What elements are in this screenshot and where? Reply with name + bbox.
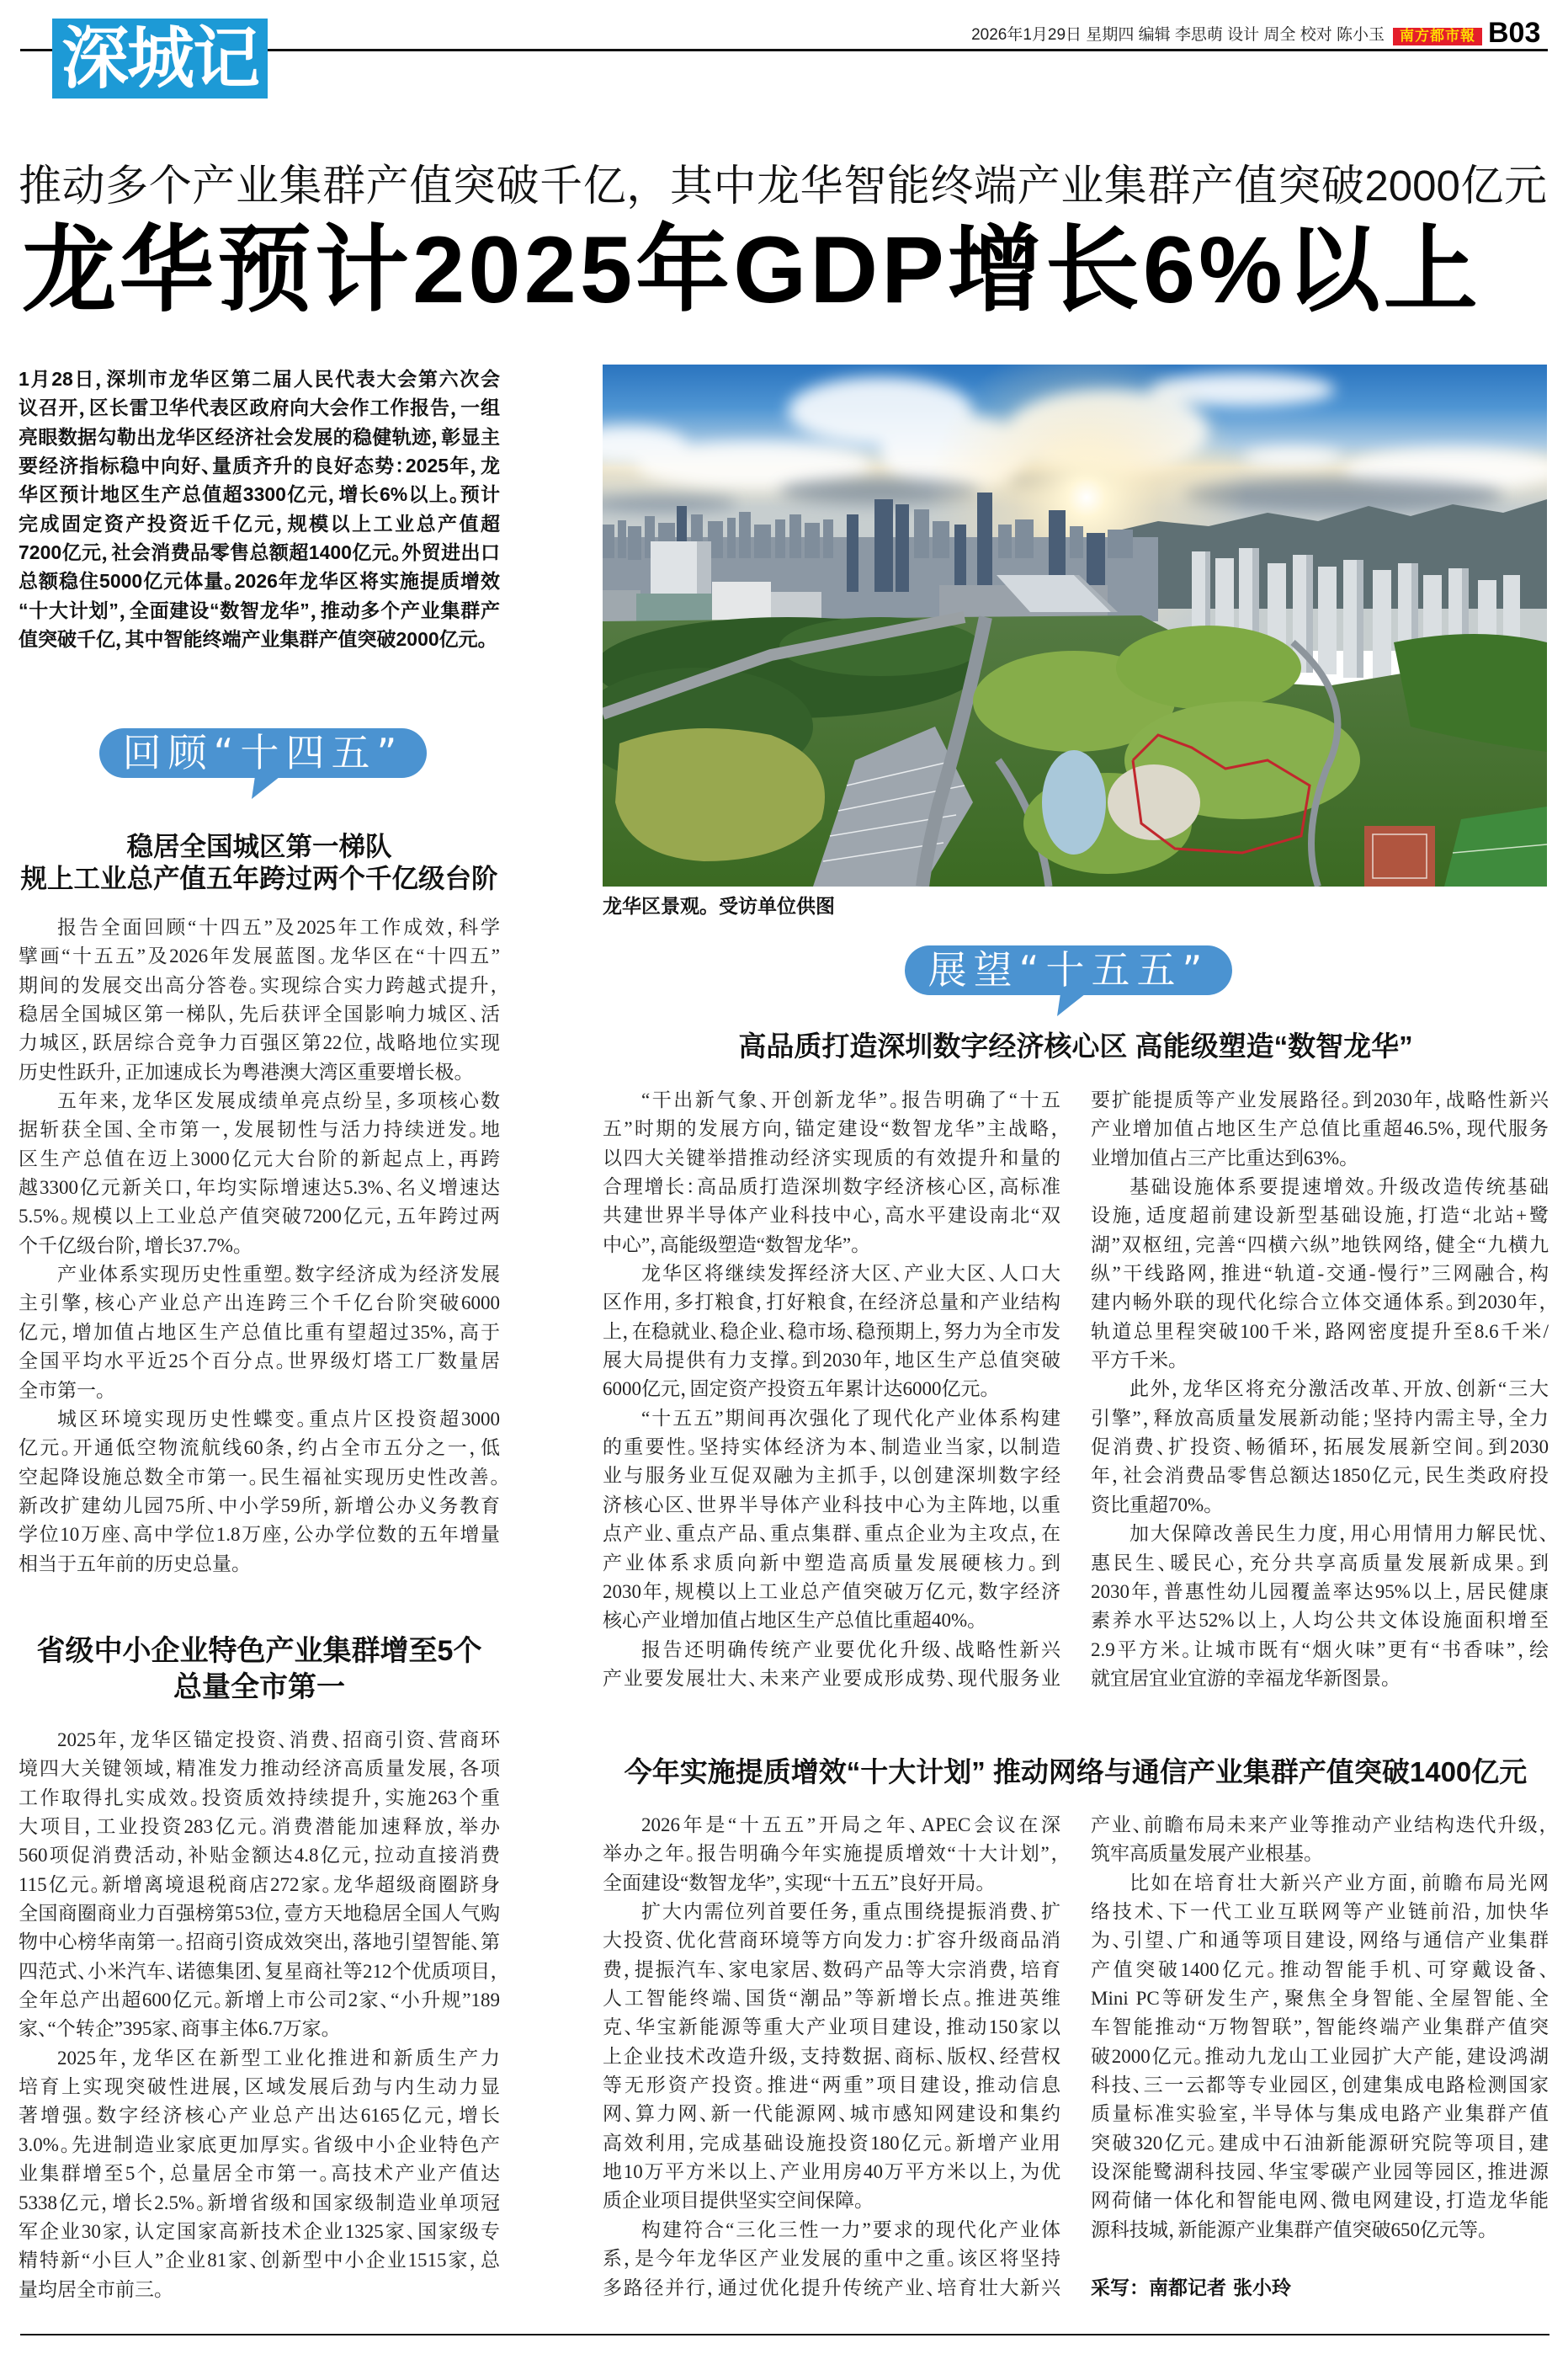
text-line: 2025年，龙华区在新型工业化推进和新质生产力 (57, 2047, 500, 2069)
text-line: 学位10万座、高中学位1.8万座，公办学位数的五年增量 (19, 1524, 500, 1546)
text-line: 2.9平方米。让城市既有“烟火味”更有“书香味”，绘 (1091, 1638, 1549, 1660)
text-line: 建内畅外联的现代化综合立体交通体系。到2030年， (1091, 1292, 1549, 1313)
text-line: 2026年是“十五五”开局之年、APEC会议在深 (641, 1814, 1060, 1835)
paragraph (19, 1260, 500, 1405)
text-line: 就宜居宜业宜游的幸福龙华新图景。 (1091, 1667, 1391, 1689)
text-line: 轨道总里程突破100千米，路网密度提升至8.6千米/ (1091, 1320, 1549, 1342)
text-line: 上，在稳就业、稳企业、稳市场、稳预期上，努力为全市发 (603, 1320, 1060, 1342)
issue-info: 2026年1月29日 星期四 编辑 李思萌 设计 周全 校对 陈小玉 (971, 26, 1385, 44)
review-section-1-body (19, 913, 500, 1579)
text-line: 相当于五年前的历史总量。 (19, 1552, 242, 1574)
text-line: 产业体系实现历史性重塑。数字经济成为经济发展 (57, 1264, 500, 1286)
paragraph (19, 1726, 500, 2044)
text-line: 亿元，增加值占地区生产总值比重有望超过35%，高于 (19, 1321, 500, 1343)
text-line: 6000亿元，固定资产投资五年累计达6000亿元。 (603, 1378, 990, 1400)
text-line: 年，社会消费品零售总额达1850亿元，民生类政府投 (1091, 1465, 1549, 1487)
text-line: 115亿元。新增离境退税商店272家。龙华超级商圈跻身 (19, 1873, 500, 1895)
text-line: 大投资、优化营商环境等方向发力：扩容升级商品消 (603, 1930, 1060, 1952)
text-line: 五”时期的发展方向，锚定建设“数智龙华”主战略， (603, 1118, 1060, 1140)
text-line: 突破320亿元。建成中石油新能源研究院等项目，建 (1091, 2132, 1549, 2154)
text-line: 擘画“十五五”及2026年发展蓝图。龙华区在“十四五” (19, 945, 500, 967)
text-line: 产业要发展壮大、未来产业要成形成势、现代服务业 (603, 1667, 1060, 1689)
text-line: 1月28日，深圳市龙华区第二届人民代表大会第六次会 (19, 368, 500, 390)
text-line: 扩大内需位列首要任务，重点围绕提振消费、扩 (641, 1901, 1060, 1923)
text-line: 亿元。开通低空物流航线60条，约占全市五分之一，低 (19, 1437, 500, 1459)
text-line: 2025年，龙华区锚定投资、消费、招商引资、营商环 (57, 1729, 500, 1750)
text-line: 克、华宝新能源等重大产业项目建设，推动150家以 (603, 2016, 1060, 2038)
paragraph (1091, 1520, 1549, 1693)
text-line: Mini PC等研发生产，聚焦全身智能、全屋智能、全 (1091, 1988, 1549, 2010)
text-line: 华区预计地区生产总值超3300亿元，增长6%以上。预计 (19, 483, 500, 506)
heading-line: 省级中小企业特色产业集群增至5个 (36, 1635, 482, 1667)
text-line: 议召开，区长雷卫华代表区政府向大会作工作报告，一组 (19, 397, 500, 419)
paragraph (603, 1898, 1060, 2216)
heading-line: 今年实施提质增效“十大计划” 推动网络与通信产业集群产值突破1400亿元 (624, 1756, 1528, 1787)
paragraph (603, 2216, 1060, 2303)
text-line: 筑牢高质量发展产业根基。 (1091, 1843, 1314, 1865)
review-badge-label: 回顾“十四五” (99, 728, 427, 778)
text-line: 业集群增至5个，总量居全市第一。高技术产业产值达 (19, 2163, 500, 2185)
text-line: 上企业技术改造升级，支持数据、商标、版权、经营权 (603, 2045, 1060, 2067)
text-line: 报告全面回顾“十四五”及2025年工作成效，科学 (57, 917, 500, 938)
text-line: 共建世界半导体产业科技中心，高水平建设南北“双 (603, 1205, 1060, 1227)
text-line: 力城区，跃居综合竞争力百强区第22位，战略地位实现 (19, 1032, 500, 1054)
text-line: 设深能鹭湖科技园、华宝零碳产业园等园区，推进源 (1091, 2161, 1549, 2183)
text-line: 历史性跃升，正加速成长为粤港澳大湾区重要增长极。 (19, 1061, 464, 1083)
outlook-column-2 (1091, 1086, 1549, 1693)
text-line: 系，是今年龙华区产业发展的重中之重。该区将坚持 (603, 2248, 1060, 2270)
text-line: 费，提振汽车、家电家居、数码产品等大宗消费，培育 (603, 1958, 1060, 1980)
review-section-2-body (19, 1726, 500, 2304)
text-line: 5.5%。规模以上工业总产值突破7200亿元，五年跨过两 (19, 1206, 500, 1228)
text-line: 据斩获全国、全市第一，发展韧性与活力持续迸发。地 (19, 1119, 500, 1141)
outlook-badge-label: 展望“十五五” (905, 945, 1232, 995)
text-line: 五年来，龙华区发展成绩单亮点纷呈，多项核心数 (57, 1090, 500, 1112)
text-line: 惠民生、暖民心，充分共享高质量发展新成果。到 (1091, 1552, 1549, 1574)
text-line: 络技术、下一代工业互联网等产业链前沿，加快华 (1091, 1901, 1549, 1923)
section-heading-review-1 (19, 830, 500, 894)
text-line: 核心产业增加值占地区生产总值比重超40%。 (603, 1610, 977, 1632)
paragraph (1091, 1375, 1549, 1520)
newspaper-logo: 南方都市報 (1393, 28, 1482, 45)
heading-line: 稳居全国城区第一梯队 (126, 831, 392, 861)
byline: 采写：南都记者 张小玲 (1091, 2277, 1292, 2299)
paragraph (603, 1636, 1060, 1694)
text-line: 工作取得扎实成效。投资质效持续提升，实施263个重 (19, 1787, 500, 1808)
heading-line: 总量全市第一 (173, 1671, 345, 1703)
text-line: 家、“个转企”395家、商事主体6.7万家。 (19, 2018, 332, 2040)
text-line: 资比重超70%。 (1091, 1494, 1214, 1515)
text-line: 济核心区、世界半导体产业科技中心为主阵地，以重 (603, 1494, 1060, 1515)
plan-column-1 (603, 1811, 1060, 2303)
text-line: 物中心榜华南第一。招商引资成效突出，落地引望智能、第 (19, 1931, 500, 1953)
paragraph (19, 1087, 500, 1260)
paragraph (603, 1404, 1060, 1636)
text-line: 以四大关键举措推动经济实现质的有效提升和量的 (603, 1147, 1060, 1169)
text-line: 素养水平达52%以上，人均公共文体设施面积增至 (1091, 1610, 1549, 1632)
headline-title: 龙华预计2025年GDP增长6%以上 (22, 217, 1481, 322)
text-line: 区生产总值在迈上3000亿元大台阶的新起点上，再跨 (19, 1148, 500, 1169)
paragraph (1091, 1811, 1549, 1869)
text-line: 全面建设“数智龙华”，实现“十五五”良好开局。 (603, 1872, 986, 1893)
text-line: 加大保障改善民生力度，用心用情用力解民忧、 (1129, 1523, 1549, 1545)
footer-rule (20, 2334, 1549, 2335)
text-line: 产业体系求质向新中塑造高质量发展硬核力。到 (603, 1552, 1060, 1574)
text-line: 精特新“小巨人”企业81家、创新型中小企业1515家，总 (19, 2250, 500, 2271)
text-line: 要经济指标稳中向好、量质齐升的良好态势：2025年，龙 (19, 455, 500, 477)
text-line: 促消费、扩投资、畅循环，拓展发展新空间。到2030 (1091, 1436, 1549, 1458)
text-line: 2030年，规模以上工业总产值突破万亿元，数字经济 (603, 1580, 1060, 1602)
paragraph (603, 1811, 1060, 1898)
text-line: 此外，龙华区将充分激活改革、开放、创新“三大 (1129, 1378, 1549, 1400)
section-logo: 深城记 (52, 19, 268, 99)
text-line: 大项目，工业投资283亿元。消费潜能加速释放，举办 (19, 1816, 500, 1838)
text-line: 全市第一。 (19, 1379, 106, 1401)
plan-column-2 (1091, 1811, 1549, 2245)
text-line: 合理增长：高品质打造深圳数字经济核心区，高标准 (603, 1176, 1060, 1198)
outlook-column-1 (603, 1086, 1060, 1693)
text-line: 5338亿元，增长2.5%。新增省级和国家级制造业单项冠 (19, 2192, 500, 2213)
text-line: 著增强。数字经济核心产业总产出达6165亿元，增长 (19, 2105, 500, 2127)
text-line: 越3300亿元新关口，年均实际增速达5.3%、名义增速达 (19, 1177, 500, 1199)
text-line: 城区环境实现历史性蝶变。重点片区投资超3000 (57, 1408, 500, 1430)
text-line: 产业、前瞻布局未来产业等推动产业结构迭代升级， (1091, 1814, 1549, 1835)
text-line: 560项促消费活动，补贴金额达4.8亿元，拉动直接消费 (19, 1845, 500, 1867)
text-line: 中心”，高能级塑造“数智龙华”。 (603, 1233, 861, 1255)
text-line: 产业增加值占地区生产总值比重超46.5%，现代服务 (1091, 1118, 1549, 1140)
heading-line: 高品质打造深圳数字经济核心区 高能级塑造“数智龙华” (738, 1031, 1413, 1062)
text-line: 2030年，普惠性幼儿园覆盖率达95%以上，居民健康 (1091, 1580, 1549, 1602)
text-line: 期间的发展交出高分答卷。实现综合实力跨越式提升， (19, 974, 500, 996)
text-line: 多路径并行，通过优化提升传统产业、培育壮大新兴 (603, 2277, 1060, 2298)
text-line: 破2000亿元。推动九龙山工业园扩大产能，建设鸿湖 (1091, 2045, 1549, 2067)
text-line: 构建符合“三化三性一力”要求的现代化产业体 (641, 2218, 1060, 2240)
text-line: 全国商圈商业力百强榜第53位，壹方天地稳居全国人气购 (19, 1903, 500, 1925)
text-line: 新改扩建幼儿园75所、中小学59所，新增公办义务教育 (19, 1494, 500, 1516)
text-line: 要扩能提质等产业发展路径。到2030年，战略性新兴 (1091, 1089, 1549, 1110)
text-line: 车智能推动“万物智联”，智能终端产业集群产值突 (1091, 2016, 1549, 2038)
text-line: 点产业、重点产品、重点集群、重点企业为主攻点，在 (603, 1523, 1060, 1545)
headline-kicker: 推动多个产业集群产值突破千亿，其中龙华智能终端产业集群产值突破2000亿元 (19, 162, 1547, 210)
text-line: 地10万平方米以上、产业用房40万平方米以上，为优 (603, 2161, 1060, 2183)
text-line: 基础设施体系要提速增效。升级改造传统基础 (1129, 1176, 1549, 1198)
paragraph (1091, 1173, 1549, 1375)
section-heading-review-2 (19, 1633, 500, 1706)
intro-paragraph (19, 365, 500, 653)
text-line: 纵”干线路网，推进“轨道-交通-慢行”三网融合，构 (1091, 1263, 1549, 1285)
page-number: B03 (1488, 17, 1541, 49)
text-line: 全年总产出超600亿元。新增上市公司2家、“小升规”189 (19, 1989, 500, 2011)
text-line: 值突破千亿，其中智能终端产业集群产值突破2000亿元。 (19, 628, 488, 651)
text-line: 人工智能终端、国货“潮品”等新增长点。推进英维 (603, 1988, 1060, 2010)
text-line: 量均居全市前三。 (19, 2278, 164, 2300)
section-heading-outlook (603, 1030, 1549, 1063)
text-line: 湖”双枢纽，完善“四横六纵”地铁网络，健全“九横九 (1091, 1233, 1549, 1255)
paragraph (19, 365, 500, 653)
text-line: 7200亿元，社会消费品零售总额超1400亿元。外贸进出口 (19, 541, 500, 564)
heading-line: 规上工业总产值五年跨过两个千亿级台阶 (20, 863, 498, 893)
photo-longhua-landscape (603, 365, 1547, 887)
text-line: 稳居全国城区第一梯队，先后获评全国影响力城区、活 (19, 1004, 500, 1025)
paragraph (603, 1260, 1060, 1404)
text-line: 总额稳住5000亿元体量。2026年龙华区将实施提质增效 (19, 570, 500, 593)
park (603, 615, 1547, 887)
text-line: 平方千米。 (1091, 1350, 1178, 1371)
paragraph (1091, 1869, 1549, 2245)
paragraph (19, 2044, 500, 2304)
text-line: 产值突破1400亿元。推动智能手机、可穿戴设备、 (1091, 1958, 1549, 1980)
text-line: 个千亿级台阶，增长37.7%。 (19, 1234, 243, 1256)
text-line: 引擎”，释放高质量发展新动能；坚持内需主导，全力 (1091, 1407, 1549, 1429)
review-badge (99, 728, 427, 778)
text-line: 的重要性。坚持实体经济为本、制造业当家，以制造 (603, 1436, 1060, 1458)
text-line: 四范式、小米汽车、诺德集团、复星商社等212个优质项目， (19, 1960, 500, 1982)
text-line: 3.0%。先进制造业家底更加厚实。省级中小企业特色产 (19, 2133, 500, 2155)
text-line: 设施，适度超前建设新型基础设施，打造“北站+鹭 (1091, 1205, 1549, 1227)
text-line: 主引擎，核心产业总产出连跨三个千亿台阶突破6000 (19, 1292, 500, 1314)
text-line: 龙华区将继续发挥经济大区、产业大区、人口大 (641, 1263, 1060, 1285)
text-line: 质企业项目提供坚实空间保障。 (603, 2190, 864, 2212)
section-heading-plan (603, 1755, 1549, 1789)
text-line: 报告还明确传统产业要优化升级、战略性新兴 (641, 1638, 1060, 1660)
outlook-badge (905, 945, 1232, 995)
paragraph (603, 1086, 1060, 1260)
text-line: 网、算力网、新一代能源网、城市感知网建设和集约 (603, 2103, 1060, 2125)
paragraph (19, 913, 500, 1087)
text-line: 业增加值占三产比重达到63%。 (1091, 1147, 1349, 1169)
text-line: 业与服务业互促双融为主抓手，以创建深圳数字经 (603, 1465, 1060, 1487)
text-line: “十大计划”，全面建设“数智龙华”，推动多个产业集群产 (19, 599, 500, 621)
text-line: 质量标准实验室，半导体与集成电路产业集群产值 (1091, 2103, 1549, 2125)
text-line: 展大局提供有力支撑。到2030年，地区生产总值突破 (603, 1350, 1060, 1371)
text-line: 高效利用，完成基础设施投资180亿元。新增产业用 (603, 2132, 1060, 2154)
text-line: 等无形资产投资。推进“两重”项目建设，推动信息 (603, 2074, 1060, 2096)
text-line: 举办之年。报告明确今年实施提质增效“十大计划”， (603, 1843, 1060, 1865)
paragraph (1091, 1086, 1549, 1173)
text-line: 全国平均水平近25个百分点。世界级灯塔工厂数量居 (19, 1350, 500, 1372)
text-line: 亮眼数据勾勒出龙华区经济社会发展的稳健轨迹，彰显主 (19, 425, 500, 448)
text-line: 网荷储一体化和智能电网、微电网建设，打造龙华能 (1091, 2190, 1549, 2212)
text-line: 科技、三一云都等专业园区，创建集成电路检测国家 (1091, 2074, 1549, 2096)
text-line: 源科技城，新能源产业集群产值突破650亿元等。 (1091, 2218, 1488, 2240)
text-line: 军企业30家，认定国家高新技术企业1325家、国家级专 (19, 2220, 500, 2242)
text-line: 完成固定资产投资近千亿元，规模以上工业总产值超 (19, 512, 500, 535)
text-line: 比如在培育壮大新兴产业方面，前瞻布局光网 (1129, 1872, 1549, 1893)
text-line: 境四大关键领域，精准发力推动经济高质量发展，各项 (19, 1758, 500, 1780)
text-line: 区作用，多打粮食，打好粮食，在经济总量和产业结构 (603, 1292, 1060, 1313)
text-line: “干出新气象、开创新龙华”。报告明确了“十五 (641, 1089, 1060, 1110)
text-line: 空起降设施总数全市第一。民生福祉实现历史性改善。 (19, 1466, 500, 1488)
text-line: 为、引望、广和通等项目建设，网络与通信产业集群 (1091, 1930, 1549, 1952)
text-line: “十五五”期间再次强化了现代化产业体系构建 (641, 1407, 1060, 1429)
text-line: 培育上实现突破性进展，区域发展后劲与内生动力显 (19, 2076, 500, 2098)
paragraph (19, 1405, 500, 1579)
photo-caption: 龙华区景观。受访单位供图 (603, 896, 835, 918)
